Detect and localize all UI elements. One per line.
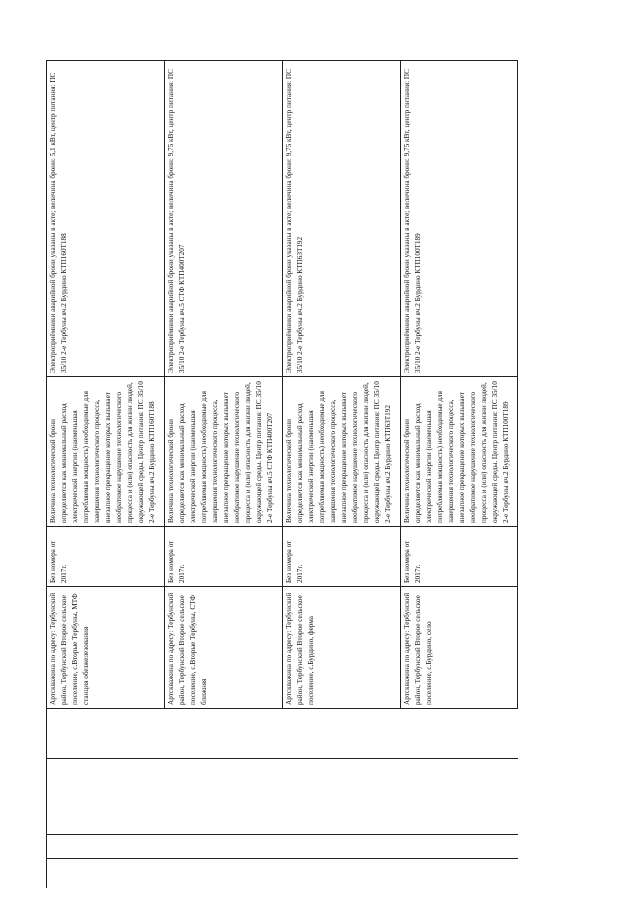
table-row <box>164 60 282 708</box>
table-row <box>400 60 518 708</box>
location-cell: Артскважина по адресу: Тербунский район, Тербунский Второе сельское поселение, с.Бурдино, ферма <box>285 592 315 705</box>
location-cell: Артскважина по адресу: Тербунский район, Тербунский Второе сельское поселение, с.Вторые Тербуны, МТФ станция обезжелезования <box>49 592 90 705</box>
definition-cell: Величина технологической брони определяется как минимальный расход электрической энергии (наименьшая потребляемая мощность) необходимые для завершения технологического процесса, внезапное прекращение которых вызывает необратимое нарушение технологического процесса и (или) опасность для жизни людей, окружающей среды. Центр питания: ПС 35/10 2-е Тербуны яч.5 СТФ КТП400Т207 <box>167 381 274 523</box>
reserve-cell: Электроприёмники аварийной брони указаны в акте; величина брони: 9,75 кВт, центр питания: ПС 35/10 2-е Тербуны яч.2 Бурдино КТП63Т192 <box>285 69 304 373</box>
location-cell: Артскважина по адресу: Тербунский район, Тербунский Второе сельское поселение, с.Вторые Тербуны, СТФ ближняя <box>167 592 208 705</box>
reserve-cell: Электроприёмники аварийной брони указаны в акте; величина брони: 9,75 кВт, центр питания: ПС 35/10 2-е Тербуны яч.5 СТФ КТП400Т207 <box>167 69 186 373</box>
location-cell: Артскважина по адресу: Тербунский район, Тербунский Второе сельское поселение, с.Бурдино, село <box>403 592 433 705</box>
reserve-cell: Электроприёмники аварийной брони указаны в акте; величина брони: 9,75 кВт, центр питания: ПС 35/10 2-е Тербуны яч.2 Бурдино КТП100Т189 <box>403 69 422 373</box>
table-row <box>282 60 400 708</box>
definition-cell: Величина технологической брони определяется как минимальный расход электрической энергии (наименьшая потребляемая мощность) необходимые для завершения технологического процесса, внезапное прекращение которых вызывает необратимое нарушение технологического процесса и (или) опасность для жизни людей, окружающей среды. Центр питания: ПС 35/10 2-е Тербуны яч.2 Бурдино КТП63Т192 <box>285 381 392 523</box>
number-cell: Без номера от 2017г. <box>403 540 422 583</box>
definition-cell: Величина технологической брони определяется как минимальный расход электрической энергии (наименьшая потребляемая мощность) необходимые для завершения технологического процесса, внезапное прекращение которых вызывает необратимое нарушение технологического процесса и (или) опасность для жизни людей, окружающей среды. Центр питания: ПС 35/10 2-е Тербуны яч.2 Бурдино КТП100Т189 <box>403 381 510 523</box>
rotated-table <box>46 60 518 708</box>
number-cell: Без номера от 2017г. <box>49 540 68 583</box>
definition-cell: Величина технологической брони определяется как минимальный расход электрической энергии (наименьшая потребляемая мощность) необходимые для завершения технологического процесса, внезапное прекращение которых вызывает необратимое нарушение технологического процесса и (или) опасность для жизни людей, окружающей среды. Центр питания: ПС 35/10 2-е Тербуны яч.2 Бурдино КТП160Т188 <box>49 381 156 523</box>
number-cell: Без номера от 2017г. <box>285 540 304 583</box>
reserve-cell: Электроприёмники аварийной брони указаны в акте; величина брони: 5,1 кВт, центр питания: ПС 35/10 2-е Тербуны яч.2 Бурдино КТП160Т188 <box>49 72 68 373</box>
number-cell: Без номера от 2017г. <box>167 540 186 583</box>
rotated-table-region <box>46 60 518 888</box>
table-row <box>46 60 164 708</box>
